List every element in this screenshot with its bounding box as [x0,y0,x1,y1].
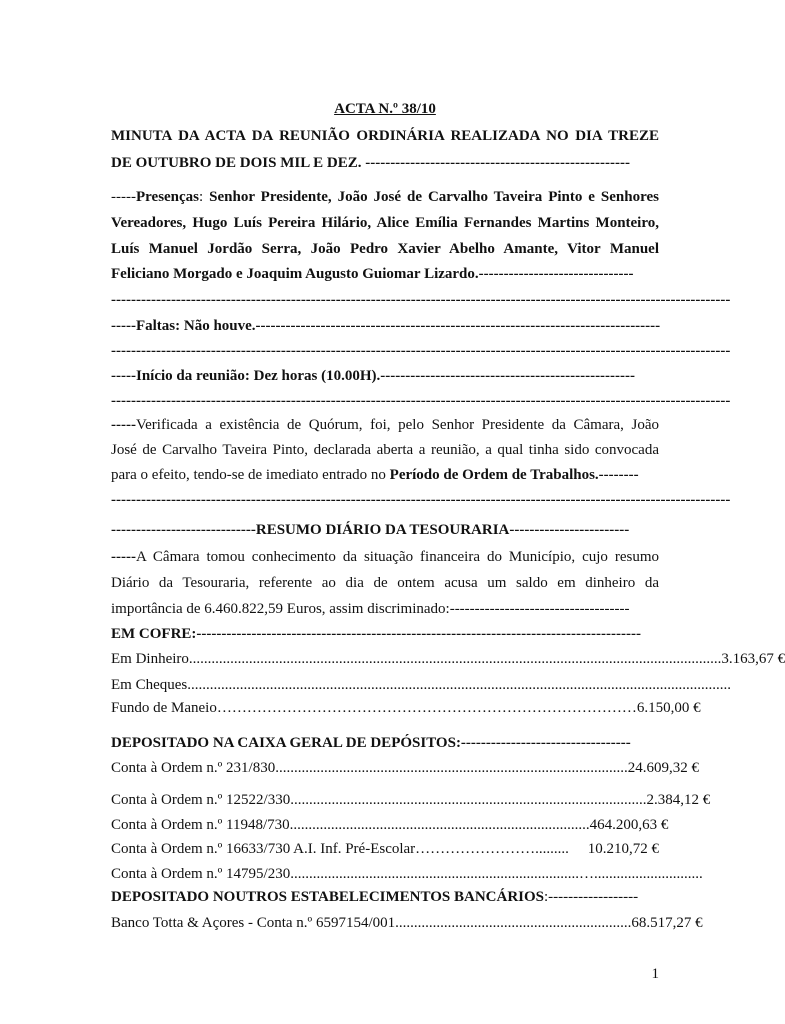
account-amount: 2.384,12 € [646,792,711,808]
cofre-row [111,650,785,668]
resumo-text: A Câmara tomou conhecimento da situação financeira do Município, cujo resumo [135,549,659,565]
document-title: ACTA N.º 38/10 [334,101,436,117]
verificada-line-2: José de Carvalho Taveira Pinto, declarada aberta a reunião, a qual tinha sido convocada [111,442,659,458]
cgd-account-row [111,791,711,809]
verificada-line-3 [111,466,659,484]
verificada-text-3: para o efeito, tendo-se de imediato entrado no [111,467,390,483]
presencas-line-3: Luís Manuel Jordão Serra, João Pedro Xavier Abelho Amante, Vitor Manuel [111,241,659,257]
presencas-label: Presenças [135,189,200,205]
account-amount: 68.517,27 € [631,915,703,931]
account-amount: 24.609,32 € [627,760,699,776]
outros-header [111,888,659,906]
leader-dots: .............................................................................…............................. [290,866,703,882]
dash-separator: ---------------------------------------------------------------------------------------------------------------------------- [111,343,731,359]
outros-account-row [111,914,703,932]
cofre-amount: 6.150,00 € [636,700,701,716]
cofre-label: Em Dinheiro [111,651,189,667]
cgd-account-row [111,816,669,834]
resumo-line-3: importância de 6.460.822,59 Euros, assim discriminado:------------------------------------ [111,601,630,617]
leader-dots: ............................................................... [395,915,632,931]
page-number: 1 [651,966,659,982]
periodo-ordem-trabalhos: Período de Ordem de Trabalhos.-------- [389,467,639,483]
cofre-row [111,699,701,717]
dash-separator: ---------------------------------------------------------------------------------------------------------------------------- [111,492,731,508]
resumo-line-1 [111,548,659,566]
dash-separator: ---------------------------------------------------------------------------------------------------------------------------- [111,292,731,308]
account-label: Banco Totta & Açores - Conta n.º 6597154/001 [111,915,396,931]
resumo-header: -----------------------------RESUMO DIÁRIO DA TESOURARIA------------------------ [111,522,630,538]
account-amount: 10.210,72 € [587,841,659,857]
outros-header-rest: :------------------ [544,889,639,905]
leader-dots: .............................................................................................................................................. [188,651,722,667]
resumo-prefix: ----- [111,549,136,565]
heading-line-2: DE OUTUBRO DE DOIS MIL E DEZ. ----------------------------------------------------- [111,155,630,171]
resumo-line-2: Diário da Tesouraria, referente ao dia de ontem acusa um saldo em dinheiro da [111,575,659,591]
cgd-account-row [111,759,699,777]
verificada-text: Verificada a existência de Quórum, foi, pelo Senhor Presidente da Câmara, João [135,417,659,433]
account-label: Conta à Ordem n.º 12522/330 [111,792,291,808]
verificada-prefix: ----- [111,417,136,433]
cgd-account-row [111,865,703,883]
verificada-line-1 [111,416,659,434]
presencas-prefix: ----- [111,189,136,205]
presencas-line-1 [111,188,659,206]
presencas-line-4: Feliciano Morgado e Joaquim Augusto Guiomar Lizardo.------------------------------- [111,266,634,282]
cgd-account-row [111,840,659,858]
cofre-label: Fundo de Maneio [111,700,217,716]
cofre-row [111,676,731,694]
outros-header-bold: DEPOSITADO NOUTROS ESTABELECIMENTOS BANCÁRIOS [111,889,545,905]
presencas-line-2: Vereadores, Hugo Luís Pereira Hilário, Alice Emília Fernandes Martins Monteiro, [111,215,659,231]
cofre-amount: 3.163,67 € [721,651,785,667]
account-label: Conta à Ordem n.º 11948/730 [111,817,290,833]
cgd-header: DEPOSITADO NA CAIXA GERAL DE DEPÓSITOS:---------------------------------- [111,735,631,751]
leader-dots: ……………………......... [415,841,569,857]
leader-dots: ................................................................................ [289,817,590,833]
faltas-line: -----Faltas: Não houve.--------------------------------------------------------------------------------- [111,318,661,334]
leader-dots: ................................................................................................................................................. [187,677,731,693]
leader-dots: ............................................................................................... [290,792,647,808]
account-amount: 464.200,63 € [589,817,669,833]
account-label: Conta à Ordem n.º 16633/730 A.I. Inf. Pré-Escolar [111,841,416,857]
cofre-label: Em Cheques [111,677,188,693]
account-label: Conta à Ordem n.º 14795/230 [111,866,291,882]
heading-line-1: MINUTA DA ACTA DA REUNIÃO ORDINÁRIA REALIZADA NO DIA TREZE [111,128,659,144]
em-cofre-header: EM COFRE:----------------------------------------------------------------------------------------- [111,626,641,642]
leader-dots: ………………………………………………………………………… [216,700,637,716]
presencas-colon: : [199,189,210,205]
account-label: Conta à Ordem n.º 231/830 [111,760,276,776]
inicio-line: -----Início da reunião: Dez horas (10.00H).--------------------------------------------------- [111,368,636,384]
leader-dots: .............................................................................................. [275,760,628,776]
dash-separator: ---------------------------------------------------------------------------------------------------------------------------- [111,393,731,409]
presencas-text: Senhor Presidente, João José de Carvalho Taveira Pinto e Senhores [209,189,659,205]
